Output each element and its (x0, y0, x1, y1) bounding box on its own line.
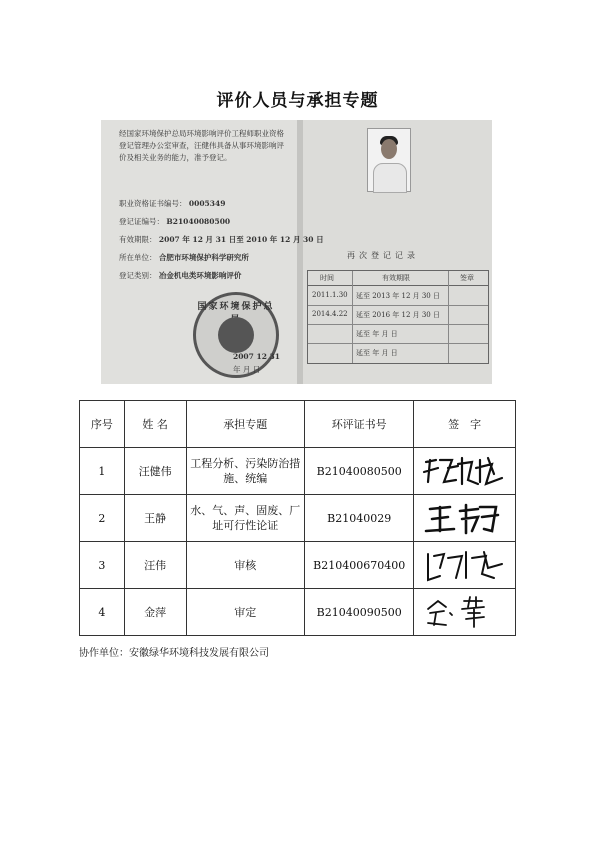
certificate-photo (101, 120, 492, 384)
certificate-paragraph: 经国家环境保护总局环境影响评价工程师职业资格登记管理办公室审查，汪健伟具备从事环境影响评价及相关业务的能力，准予登记。 (119, 129, 284, 162)
header-cert: 环评证书号 (305, 401, 414, 448)
table-row (80, 589, 516, 636)
registration-no-label: 登记证编号： (119, 217, 164, 226)
table-row (80, 448, 516, 495)
renewal-header-time: 时间 (320, 274, 334, 282)
qualification-no: 0005349 (188, 199, 226, 208)
row-no: 4 (80, 589, 125, 636)
validity-row (119, 234, 324, 245)
signature-image (414, 589, 516, 636)
certificate-spine (297, 120, 303, 384)
personnel-table (79, 400, 516, 636)
qualification-no-label: 职业资格证书编号： (119, 199, 187, 208)
table-row (80, 495, 516, 542)
row-name: 汪伟 (124, 542, 186, 589)
unit: 合肥市环境保护科学研究所 (158, 253, 249, 262)
row-topic: 工程分析、污染防治措施、统编 (186, 448, 304, 495)
renewal-row: 2011.1.30 延至 2013 年 12 月 30 日 (308, 286, 488, 306)
row-cert: B21040090500 (305, 589, 414, 636)
footer-note: 协作单位：安徽绿华环境科技发展有限公司 (79, 648, 269, 659)
header-no: 序号 (80, 401, 125, 448)
row-no: 2 (80, 495, 125, 542)
row-name: 王静 (124, 495, 186, 542)
renewal-header-stamp: 签章 (460, 274, 474, 282)
renewal-header (308, 271, 488, 286)
registration-no-row (119, 216, 230, 227)
signature-image (414, 542, 516, 589)
renewal-table (307, 270, 489, 364)
registration-no: B21040080500 (166, 217, 231, 226)
category-row (119, 270, 241, 281)
row-no: 1 (80, 448, 125, 495)
category-label: 登记类别： (119, 271, 157, 280)
category: 冶金机电类环境影响评价 (158, 271, 242, 280)
unit-label: 所在单位： (119, 253, 157, 262)
row-topic: 水、气、声、固废、厂址可行性论证 (186, 495, 304, 542)
page-title: 评价人员与承担专题 (216, 91, 379, 111)
signature-image (414, 495, 516, 542)
holder-photo (367, 128, 411, 192)
signature-image (414, 448, 516, 495)
national-emblem-icon (218, 317, 254, 353)
qualification-no-row (119, 198, 225, 209)
header-topic: 承担专题 (186, 401, 304, 448)
renewal-row: 延至 年 月 日 (356, 349, 398, 357)
row-topic: 审定 (186, 589, 304, 636)
validity-label: 有效期限： (119, 235, 157, 244)
row-name: 汪健伟 (124, 448, 186, 495)
header-signature: 签 字 (414, 401, 516, 448)
row-name: 金萍 (124, 589, 186, 636)
seal-text: 国家环境保护总 (197, 302, 275, 312)
table-header-row (80, 401, 516, 448)
header-name: 姓 名 (124, 401, 186, 448)
renewal-row: 2014.4.22 延至 2016 年 12 月 30 日 (308, 305, 488, 325)
row-cert: B21040080500 (305, 448, 414, 495)
renewal-row: 延至 年 月 日 (308, 324, 488, 344)
table-row (80, 542, 516, 589)
unit-row (119, 252, 249, 263)
row-cert: B21040029 (305, 495, 414, 542)
seal-date: 2007 12 31 (233, 352, 280, 361)
row-no: 3 (80, 542, 125, 589)
renewal-header-period: 有效期限 (382, 274, 410, 282)
seal-date-units: 年 月 日 (233, 365, 261, 374)
row-topic: 审核 (186, 542, 304, 589)
row-cert: B210400670400 (305, 542, 414, 589)
renewal-title: 再次登记记录 (347, 251, 419, 260)
validity: 2007 年 12 月 31 日至 2010 年 12 月 30 日 (158, 235, 324, 244)
